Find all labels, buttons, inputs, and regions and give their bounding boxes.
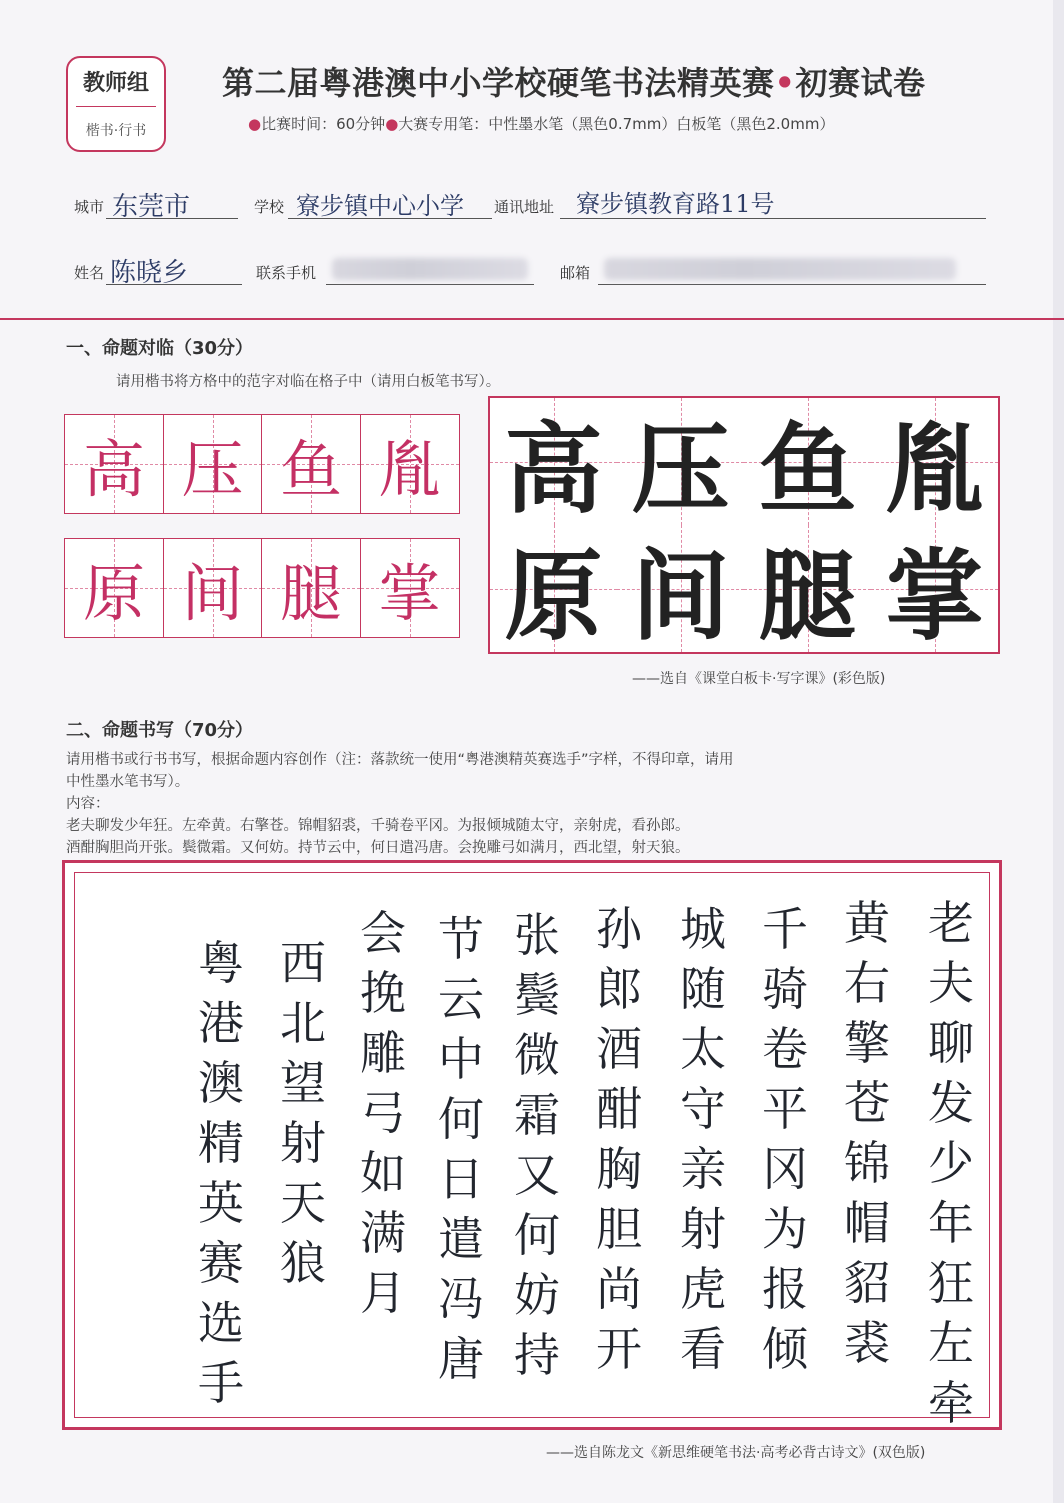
- poem-char: 聊: [928, 1016, 974, 1070]
- title-tail: 初赛试卷: [795, 64, 926, 102]
- practice-cell[interactable]: [64, 414, 164, 514]
- section2-instruction-2: 中性墨水笔书写）。: [66, 774, 190, 790]
- section2-source: ——选自陈龙文《新思维硬笔书法·高考必背古诗文》(双色版): [546, 1445, 926, 1461]
- poem-char: 开: [596, 1322, 642, 1376]
- poem-column: [431, 909, 491, 1389]
- poem-column: [191, 933, 251, 1413]
- page-title: [222, 58, 925, 104]
- poem-char: 锦: [844, 1136, 890, 1190]
- model-cell: [490, 398, 617, 525]
- city-label: 城市: [74, 198, 105, 216]
- practice-cell[interactable]: [360, 414, 460, 514]
- exam-pens: 大赛专用笔：中性墨水笔（黑色0.7mm）白板笔（黑色2.0mm）: [398, 115, 835, 133]
- poem-column: [353, 903, 413, 1323]
- poem-char: 胸: [596, 1142, 642, 1196]
- model-char: 腿: [758, 539, 857, 654]
- poem-char: 满: [360, 1206, 406, 1260]
- poem-char: 随: [680, 962, 726, 1016]
- model-char: 压: [631, 412, 730, 527]
- poem-char: 北: [280, 996, 326, 1050]
- bullet-icon: ●: [248, 115, 262, 133]
- poem-char: 节: [438, 912, 484, 966]
- poem-char: 何: [438, 1092, 484, 1146]
- model-char: 间: [631, 539, 730, 654]
- practice-row-1: [64, 414, 460, 514]
- poem-char: 老: [928, 896, 974, 950]
- badge-divider: [76, 106, 156, 107]
- practice-char: 高: [82, 432, 145, 506]
- practice-char: 掌: [378, 556, 441, 630]
- email-line: [598, 284, 986, 285]
- poem-char: 港: [198, 996, 244, 1050]
- poem-char: 少: [928, 1136, 974, 1190]
- practice-cell[interactable]: [360, 538, 460, 638]
- poem-char: 右: [844, 956, 890, 1010]
- model-cell: [617, 525, 744, 652]
- poem-char: 妨: [514, 1268, 560, 1322]
- poem-char: 冈: [762, 1142, 808, 1196]
- poem-char: 月: [360, 1266, 406, 1320]
- content-line-1: 老夫聊发少年狂。左牵黄。右擎苍。锦帽貂裘，千骑卷平冈。为报倾城随太守，亲射虎，看孙郎。: [66, 818, 690, 834]
- poem-char: 孙: [596, 902, 642, 956]
- poem-char: 貂: [844, 1256, 890, 1310]
- poem-char: 遣: [438, 1212, 484, 1266]
- bullet-icon: ●: [385, 115, 399, 133]
- poem-char: 平: [762, 1082, 808, 1136]
- exam-time: 比赛时间：60分钟: [261, 115, 386, 133]
- title-main: 第二届粤港澳中小学校硬笔书法精英赛: [222, 64, 775, 102]
- poem-column: [589, 899, 649, 1379]
- model-char: 胤: [885, 412, 984, 527]
- poem-char: 亲: [680, 1142, 726, 1196]
- poem-char: 年: [928, 1196, 974, 1250]
- poem-column: [507, 905, 567, 1385]
- poem-char: 会: [360, 906, 406, 960]
- phone-line: [326, 284, 534, 285]
- poem-char: 霜: [514, 1088, 560, 1142]
- poem-char: 如: [360, 1146, 406, 1200]
- model-cell: [490, 525, 617, 652]
- poem-char: 西: [280, 936, 326, 990]
- poem-char: 裘: [844, 1316, 890, 1370]
- poem-char: 郎: [596, 962, 642, 1016]
- practice-char: 鱼: [279, 432, 342, 506]
- phone-label: 联系手机: [256, 264, 317, 282]
- poem-char: 雕: [360, 1026, 406, 1080]
- model-char: 掌: [885, 539, 984, 654]
- model-cell: [871, 525, 998, 652]
- model-char: 高: [504, 412, 603, 527]
- poem-char: 虎: [680, 1262, 726, 1316]
- model-cell: [617, 398, 744, 525]
- model-characters-box: [488, 396, 1000, 654]
- poem-char: 澳: [198, 1056, 244, 1110]
- poem-char: 天: [280, 1176, 326, 1230]
- poem-char: 微: [514, 1028, 560, 1082]
- poem-char: 赛: [198, 1236, 244, 1290]
- section1-source: ——选自《课堂白板卡·写字课》(彩色版): [632, 671, 886, 687]
- scan-edge: [1053, 0, 1064, 1503]
- poem-char: 报: [762, 1262, 808, 1316]
- poem-char: 弓: [360, 1086, 406, 1140]
- email-redacted[interactable]: [604, 258, 956, 280]
- poem-char: 千: [762, 902, 808, 956]
- model-char: 鱼: [758, 412, 857, 527]
- section2-heading: 二、命题书写（70分）: [66, 720, 254, 741]
- practice-cell[interactable]: [163, 538, 263, 638]
- poem-column: [673, 899, 733, 1379]
- poem-column: [755, 899, 815, 1379]
- poem-char: 牵: [928, 1376, 974, 1430]
- poem-char: 帽: [844, 1196, 890, 1250]
- poem-char: 太: [680, 1022, 726, 1076]
- model-cell: [744, 398, 871, 525]
- poem-char: 射: [280, 1116, 326, 1170]
- poem-char: 擎: [844, 1016, 890, 1070]
- practice-char: 压: [181, 432, 244, 506]
- address-label: 通讯地址: [494, 198, 555, 216]
- section2-instruction-1: 请用楷书或行书书写，根据命题内容创作（注：落款统一使用“粤港澳精英赛选手”字样，不得印章，请用: [66, 752, 734, 768]
- content-label: 内容：: [66, 796, 110, 812]
- poem-char: 又: [514, 1148, 560, 1202]
- poem-char: 射: [680, 1202, 726, 1256]
- poem-char: 唐: [438, 1332, 484, 1386]
- badge-title: 教师组: [82, 71, 149, 96]
- poem-char: 看: [680, 1322, 726, 1376]
- school-label: 学校: [254, 198, 285, 216]
- practice-char: 原: [82, 556, 145, 630]
- address-field[interactable]: 寮步镇教育路11号: [576, 190, 775, 218]
- poem-char: 鬓: [514, 968, 560, 1022]
- exam-rules: [248, 113, 834, 134]
- poem-char: 张: [514, 908, 560, 962]
- section1-instruction: 请用楷书将方格中的范字对临在格子中（请用白板笔书写）。: [116, 374, 501, 390]
- poem-char: 狂: [928, 1256, 974, 1310]
- poem-char: 倾: [762, 1322, 808, 1376]
- name-label: 姓名: [74, 264, 105, 282]
- poem-char: 望: [280, 1056, 326, 1110]
- teacher-group-badge: [66, 56, 166, 152]
- practice-cell[interactable]: [261, 538, 361, 638]
- practice-char: 胤: [378, 432, 441, 506]
- poem-column: [921, 893, 981, 1433]
- poem-char: 酣: [596, 1082, 642, 1136]
- poem-char: 守: [680, 1082, 726, 1136]
- section1-heading: 一、命题对临（30分）: [66, 338, 254, 359]
- poem-char: 日: [438, 1152, 484, 1206]
- badge-subtitle: 楷书·行书: [85, 123, 147, 139]
- phone-redacted[interactable]: [332, 258, 528, 280]
- school-field[interactable]: 寮步镇中心小学: [296, 192, 464, 220]
- poem-char: 云: [438, 972, 484, 1026]
- practice-cell[interactable]: [64, 538, 164, 638]
- poem-char: 胆: [596, 1202, 642, 1256]
- writing-frame-inner: [74, 872, 990, 1430]
- poem-char: 持: [514, 1328, 560, 1382]
- model-char: 原: [504, 539, 603, 654]
- handwritten-poem: [75, 873, 989, 1430]
- poem-char: 酒: [596, 1022, 642, 1076]
- poem-char: 何: [514, 1208, 560, 1262]
- poem-char: 手: [198, 1356, 244, 1410]
- poem-column: [273, 933, 333, 1293]
- poem-char: 冯: [438, 1272, 484, 1326]
- city-field[interactable]: 东莞市: [112, 192, 191, 222]
- name-field[interactable]: 陈晓乡: [110, 258, 189, 288]
- poem-char: 卷: [762, 1022, 808, 1076]
- poem-char: 为: [762, 1202, 808, 1256]
- title-dot: •: [774, 64, 796, 102]
- practice-cell[interactable]: [261, 414, 361, 514]
- practice-row-2: [64, 538, 460, 638]
- poem-char: 骑: [762, 962, 808, 1016]
- model-cell: [744, 525, 871, 652]
- practice-cell[interactable]: [163, 414, 263, 514]
- poem-char: 黄: [844, 896, 890, 950]
- practice-char: 间: [181, 556, 244, 630]
- poem-char: 左: [928, 1316, 974, 1370]
- poem-char: 英: [198, 1176, 244, 1230]
- practice-char: 腿: [279, 556, 342, 630]
- poem-char: 苍: [844, 1076, 890, 1130]
- poem-char: 挽: [360, 966, 406, 1020]
- model-cell: [871, 398, 998, 525]
- poem-char: 选: [198, 1296, 244, 1350]
- poem-char: 城: [680, 902, 726, 956]
- poem-char: 精: [198, 1116, 244, 1170]
- poem-column: [837, 893, 897, 1373]
- poem-char: 尚: [596, 1262, 642, 1316]
- section-divider: [0, 318, 1064, 320]
- poem-char: 中: [438, 1032, 484, 1086]
- poem-char: 狼: [280, 1236, 326, 1290]
- poem-char: 夫: [928, 956, 974, 1010]
- poem-char: 发: [928, 1076, 974, 1130]
- poem-char: 粤: [198, 936, 244, 990]
- email-label: 邮箱: [560, 264, 591, 282]
- content-line-2: 酒酣胸胆尚开张。鬓微霜。又何妨。持节云中，何日遣冯唐。会挽雕弓如满月，西北望，射天狼。: [66, 840, 690, 856]
